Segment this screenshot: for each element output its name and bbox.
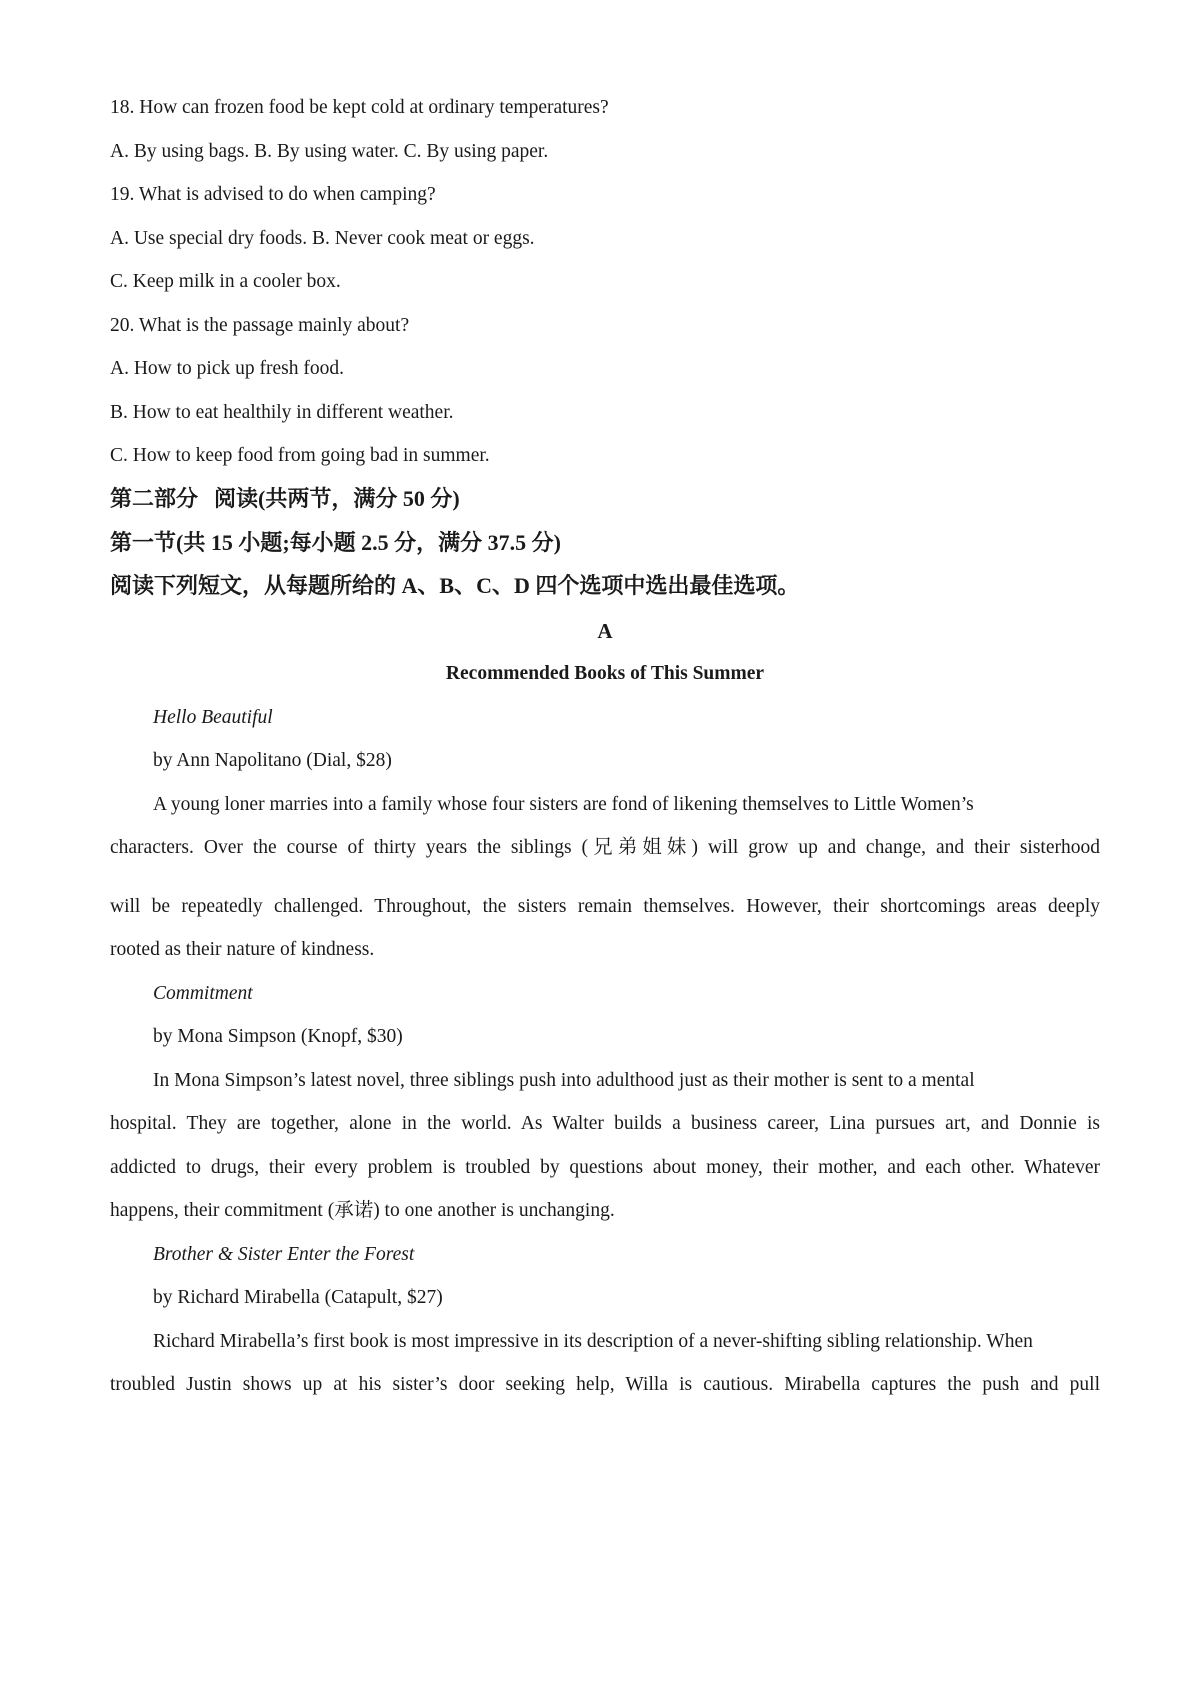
book-2-text-line: In Mona Simpson’s latest novel, three siblings push into adulthood just as their mother is sent to a mental [153, 1070, 975, 1091]
book-1-title: Hello Beautiful [153, 707, 273, 728]
book-2-byline: by Mona Simpson (Knopf, $30) [153, 1026, 403, 1047]
book-3-title: Brother & Sister Enter the Forest [153, 1244, 415, 1265]
section-one-heading: 第一节(共 15 小题;每小题 2.5 分，满分 37.5 分) [110, 530, 561, 555]
book-2-title: Commitment [153, 983, 253, 1004]
part-two-description: 阅读(共两节，满分 50 分) [214, 486, 460, 511]
question-19-option-c: C. Keep milk in a cooler box. [110, 271, 341, 292]
passage-title: Recommended Books of This Summer [445, 663, 765, 684]
book-2-text-line: happens, their commitment (承诺) to one another is unchanging. [110, 1200, 615, 1221]
question-20-option-b: B. How to eat healthily in different weather. [110, 402, 454, 423]
book-3-text-line: troubled Justin shows up at his sister’s door seeking help, Willa is cautious. Mirabella captures the push and pull [110, 1374, 1100, 1395]
book-1-text-line: will be repeatedly challenged. Throughout, the sisters remain themselves. However, their shortcomings areas deeply [110, 896, 1100, 917]
question-20: 20. What is the passage mainly about? [110, 315, 410, 336]
book-3-text-line: Richard Mirabella’s first book is most impressive in its description of a never-shifting sibling relationship. When [153, 1331, 1033, 1352]
book-1-text-line: rooted as their nature of kindness. [110, 939, 375, 960]
part-two-heading [110, 487, 460, 511]
book-1-byline: by Ann Napolitano (Dial, $28) [153, 750, 392, 771]
reading-instruction: 阅读下列短文，从每题所给的 A、B、C、D 四个选项中选出最佳选项。 [110, 573, 800, 598]
question-20-option-a: A. How to pick up fresh food. [110, 358, 344, 379]
part-two-label: 第二部分 [110, 486, 199, 511]
book-1-text-line: A young loner marries into a family whose four sisters are fond of likening themselves to Little Women’s [153, 794, 974, 815]
question-18-options: A. By using bags. B. By using water. C. By using paper. [110, 141, 549, 162]
book-3-byline: by Richard Mirabella (Catapult, $27) [153, 1287, 443, 1308]
question-18: 18. How can frozen food be kept cold at ordinary temperatures? [110, 97, 609, 118]
book-1-text-line: characters. Over the course of thirty years the siblings (兄弟姐妹) will grow up and change, and their sisterhood [110, 837, 1100, 858]
book-2-text-line: addicted to drugs, their every problem is troubled by questions about money, their mother, and each other. Whatever [110, 1157, 1100, 1178]
question-20-option-c: C. How to keep food from going bad in summer. [110, 445, 490, 466]
question-19-options-ab: A. Use special dry foods. B. Never cook meat or eggs. [110, 228, 535, 249]
book-2-text-line: hospital. They are together, alone in the world. As Walter builds a business career, Lina pursues art, and Donnie is [110, 1113, 1100, 1134]
passage-letter: A [597, 619, 613, 643]
question-19: 19. What is advised to do when camping? [110, 184, 436, 205]
